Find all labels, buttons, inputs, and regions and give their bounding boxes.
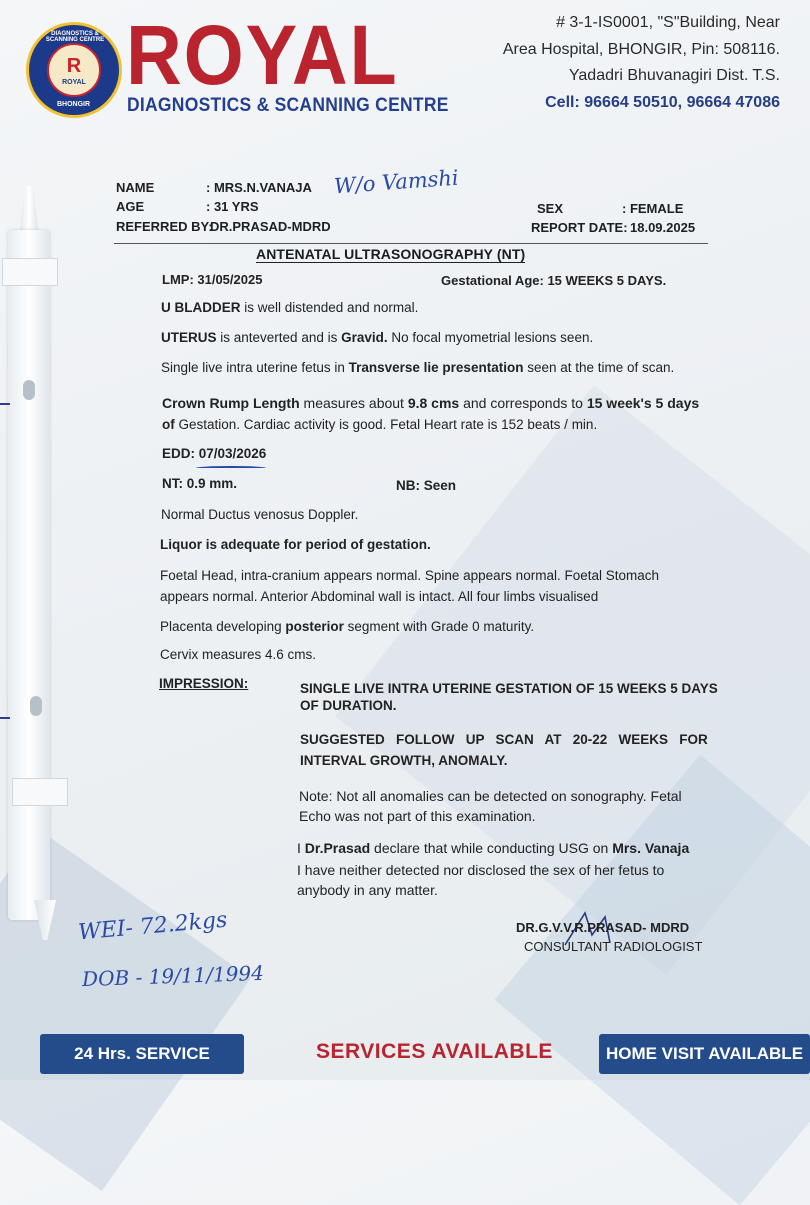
edd-pen-underline xyxy=(196,466,266,470)
crl-value: 9.8 cms xyxy=(407,395,460,411)
service-24hrs-badge: 24 Hrs. SERVICE xyxy=(40,1034,244,1074)
header-divider xyxy=(114,243,708,244)
logo-center-text: ROYAL xyxy=(62,79,86,86)
fetus-text-rest: seen at the time of scan. xyxy=(523,360,675,375)
crl-line-2 xyxy=(162,415,597,435)
sex-value: : FEMALE xyxy=(622,201,684,216)
margin-mark xyxy=(0,717,10,719)
liquor: Liquor is adequate for period of gestation. xyxy=(160,537,431,552)
suggestion-line-2: INTERVAL GROWTH, ANOMALY. xyxy=(300,753,508,768)
fetus-presentation: Transverse lie presentation xyxy=(348,360,524,375)
brand-subtitle: DIAGNOSTICS & SCANNING CENTRE xyxy=(127,95,449,116)
services-available-heading: SERVICES AVAILABLE xyxy=(316,1040,553,1063)
crl-label: Crown Rump Length xyxy=(162,395,300,411)
handwritten-weight: WEI- 72.2kgs xyxy=(77,907,229,946)
address-line-3: Yadadri Bhuvanagiri Dist. T.S. xyxy=(568,67,780,84)
declaration-doctor: Dr.Prasad xyxy=(304,840,371,856)
bladder-label: U BLADDER xyxy=(161,300,241,315)
brand-name: ROYAL xyxy=(126,8,399,102)
referred-by-value: DR.PRASAD-MDRD xyxy=(210,219,331,234)
gestational-age-label: Gestational Age: xyxy=(441,273,544,288)
declaration-line-3: anybody in any matter. xyxy=(297,882,438,898)
fetus-finding xyxy=(161,358,674,378)
binder-hole xyxy=(23,380,35,400)
sex-label: SEX xyxy=(537,201,564,216)
declaration-patient: Mrs. Vanaja xyxy=(612,840,690,856)
nb-value: NB: Seen xyxy=(396,478,457,493)
phone-numbers: Cell: 96664 50510, 96664 47086 xyxy=(545,94,780,111)
uterus-label: UTERUS xyxy=(161,330,217,345)
uterus-finding xyxy=(161,328,593,348)
logo-emblem xyxy=(47,43,101,97)
bladder-text: is well distended and normal. xyxy=(240,300,419,315)
note-line-1: Note: Not all anomalies can be detected on sonography. Fetal xyxy=(299,788,682,804)
report-title: ANTENATAL ULTRASONOGRAPHY (NT) xyxy=(256,246,526,262)
impression-line-1: SINGLE LIVE INTRA UTERINE GESTATION OF 15 WEEKS 5 DAYS xyxy=(300,681,718,696)
impression-label: IMPRESSION: xyxy=(159,676,249,691)
age-value: : 31 YRS xyxy=(206,199,259,214)
binder-block xyxy=(12,778,68,806)
placenta-text-rest: segment with Grade 0 maturity. xyxy=(343,619,535,634)
crl-text-2: and corresponds to xyxy=(459,395,587,411)
crl-line-1 xyxy=(162,393,699,413)
crl-text: measures about xyxy=(299,395,408,411)
declaration-text: I xyxy=(297,840,305,856)
lmp: LMP: 31/05/2025 xyxy=(162,272,263,287)
gestational-age-value: 15 WEEKS 5 DAYS. xyxy=(547,273,667,288)
margin-mark xyxy=(0,403,10,405)
fetus-text: Single live intra uterine fetus in xyxy=(161,360,349,375)
cardiac-activity: Gestation. Cardiac activity is good. Fetal Heart rate is 152 beats / min. xyxy=(174,417,598,432)
edd: EDD: 07/03/2026 xyxy=(162,446,267,461)
referred-by-label: REFERRED BY: xyxy=(116,219,213,234)
uterus-gravid: Gravid. xyxy=(341,330,388,345)
impression-line-2: OF DURATION. xyxy=(300,698,397,713)
uterus-text: is anteverted and is xyxy=(216,330,342,345)
binder-block xyxy=(2,258,58,286)
declaration-line-2: I have neither detected nor disclosed the sex of her fetus to xyxy=(297,862,665,878)
foetal-findings-2: appears normal. Anterior Abdominal wall is intact. All four limbs visualised xyxy=(160,589,599,604)
home-visit-badge: HOME VISIT AVAILABLE xyxy=(599,1034,810,1074)
logo-letter: R xyxy=(66,55,82,77)
placenta-finding xyxy=(160,617,534,637)
radiologist-title: CONSULTANT RADIOLOGIST xyxy=(524,939,703,954)
age-label: AGE xyxy=(116,199,145,214)
placenta-position: posterior xyxy=(285,619,344,634)
foetal-findings-1: Foetal Head, intra-cranium appears normal. Spine appears normal. Foetal Stomach xyxy=(160,568,659,583)
handwritten-relation: W/o Vamshi xyxy=(333,165,460,199)
nt-value: NT: 0.9 mm. xyxy=(162,476,238,491)
uterus-text-rest: No focal myometrial lesions seen. xyxy=(387,330,594,345)
report-date-value: 18.09.2025 xyxy=(630,220,696,235)
address-line-1: # 3-1-IS0001, "S"Building, Near xyxy=(556,14,780,31)
logo-ring-text-top: DIAGNOSTICS & SCANNING CENTRE xyxy=(45,31,105,43)
placenta-text: Placenta developing xyxy=(160,619,286,634)
name-value: : MRS.N.VANAJA xyxy=(206,180,312,195)
cervix-length: Cervix measures 4.6 cms. xyxy=(160,647,317,662)
centre-logo xyxy=(26,22,122,118)
declaration-text-2: declare that while conducting USG on xyxy=(370,840,613,856)
address-line-2: Area Hospital, BHONGIR, Pin: 508116. xyxy=(502,41,780,58)
crl-of: of xyxy=(162,417,175,432)
report-date-label: REPORT DATE: xyxy=(531,220,628,235)
crl-weeks: 15 week's 5 days xyxy=(586,395,700,411)
logo-ring-text-bottom: BHONGIR xyxy=(57,101,91,108)
gestational-age xyxy=(441,271,666,291)
suggestion-line-1: SUGGESTED FOLLOW UP SCAN AT 20-22 WEEKS FOR xyxy=(300,732,708,747)
file-binder-strip xyxy=(8,230,50,920)
ductus-doppler: Normal Ductus venosus Doppler. xyxy=(161,507,359,522)
declaration-line-1 xyxy=(297,838,689,858)
handwritten-dob: DOB - 19/11/1994 xyxy=(81,960,265,992)
name-label: NAME xyxy=(116,180,155,195)
radiologist-name: DR.G.V.V.R.PRASAD- MDRD xyxy=(516,920,690,935)
note-line-2: Echo was not part of this examination. xyxy=(299,808,536,824)
bladder-finding xyxy=(161,298,418,318)
binder-hole xyxy=(30,696,42,716)
